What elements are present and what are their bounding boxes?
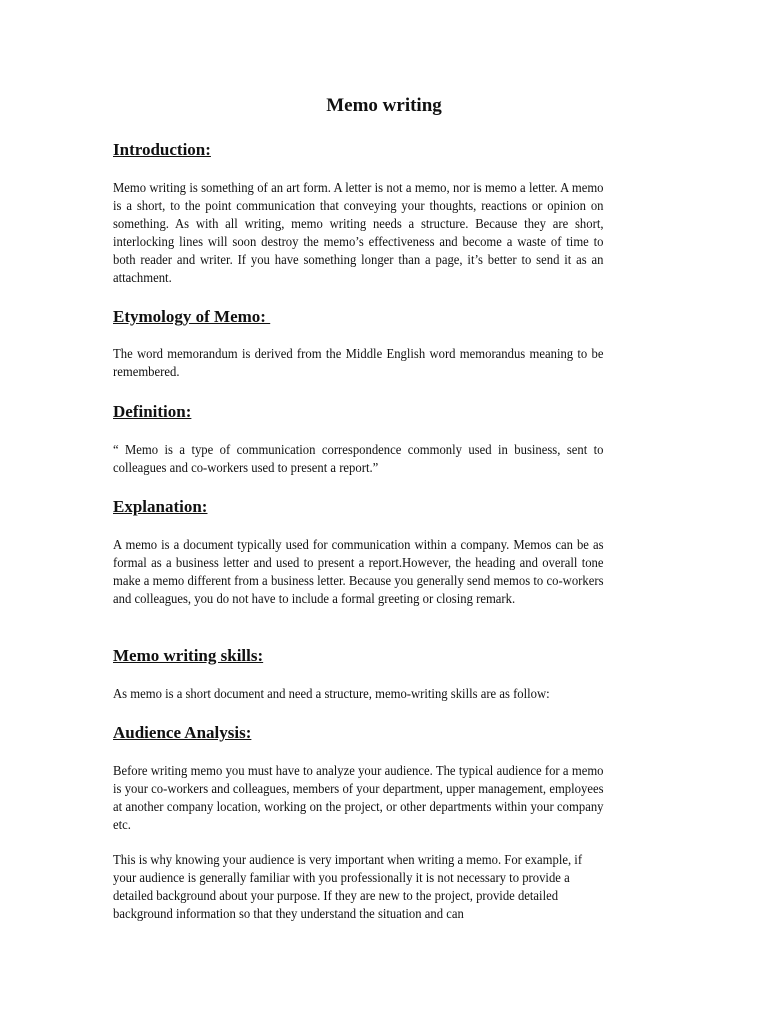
document-title: Memo writing bbox=[326, 95, 442, 116]
heading-explanation: Explanation: bbox=[113, 497, 208, 516]
heading-memo-writing-skills: Memo writing skills: bbox=[113, 646, 264, 665]
paragraph-introduction: Memo writing is something of an art form. A letter is not a memo, nor is memo a letter. A memo is a short, to the point communication that conveying your thoughts, reactions or opinion on something. As with all writing, memo writing needs a structure. Because they are short, interlocking lines will soon destroy the memo’s effectiveness and become a waste of time to both reader and writer. If you have something longer than a page, it’s better to send it as an attachment. bbox=[113, 181, 604, 286]
paragraph-memo-writing-skills: As memo is a short document and need a structure, memo-writing skills are as follow: bbox=[113, 687, 550, 702]
paragraph-audience-analysis-1: Before writing memo you must have to analyze your audience. The typical audience for a memo is your co-workers and colleagues, members of your department, upper management, employees at another company location, working on the project, or other departments within your company etc. bbox=[113, 764, 604, 833]
paragraph-audience-analysis-2: This is why knowing your audience is very important when writing a memo. For example, if your audience is generally familiar with you professionally it is not necessary to provide a detailed background about your purpose. If they are new to the project, provide detailed background information so that they understand the situation and can bbox=[113, 853, 583, 922]
paragraph-definition: “ Memo is a type of communication correspondence commonly used in business, sent to colleagues and co-workers used to present a report.” bbox=[113, 443, 604, 476]
paragraph-etymology: The word memorandum is derived from the Middle English word memorandus meaning to be remembered. bbox=[113, 347, 604, 380]
heading-etymology: Etymology of Memo: bbox=[113, 307, 271, 326]
paragraph-explanation: A memo is a document typically used for communication within a company. Memos can be as formal as a business letter and used to present a report.However, the heading and overall tone make a memo different from a business letter. Because you generally send memos to co-workers and colleagues, you do not have to include a formal greeting or closing remark. bbox=[113, 538, 604, 607]
heading-audience-analysis: Audience Analysis: bbox=[113, 723, 252, 742]
heading-definition: Definition: bbox=[113, 402, 192, 421]
heading-introduction: Introduction: bbox=[113, 140, 211, 159]
